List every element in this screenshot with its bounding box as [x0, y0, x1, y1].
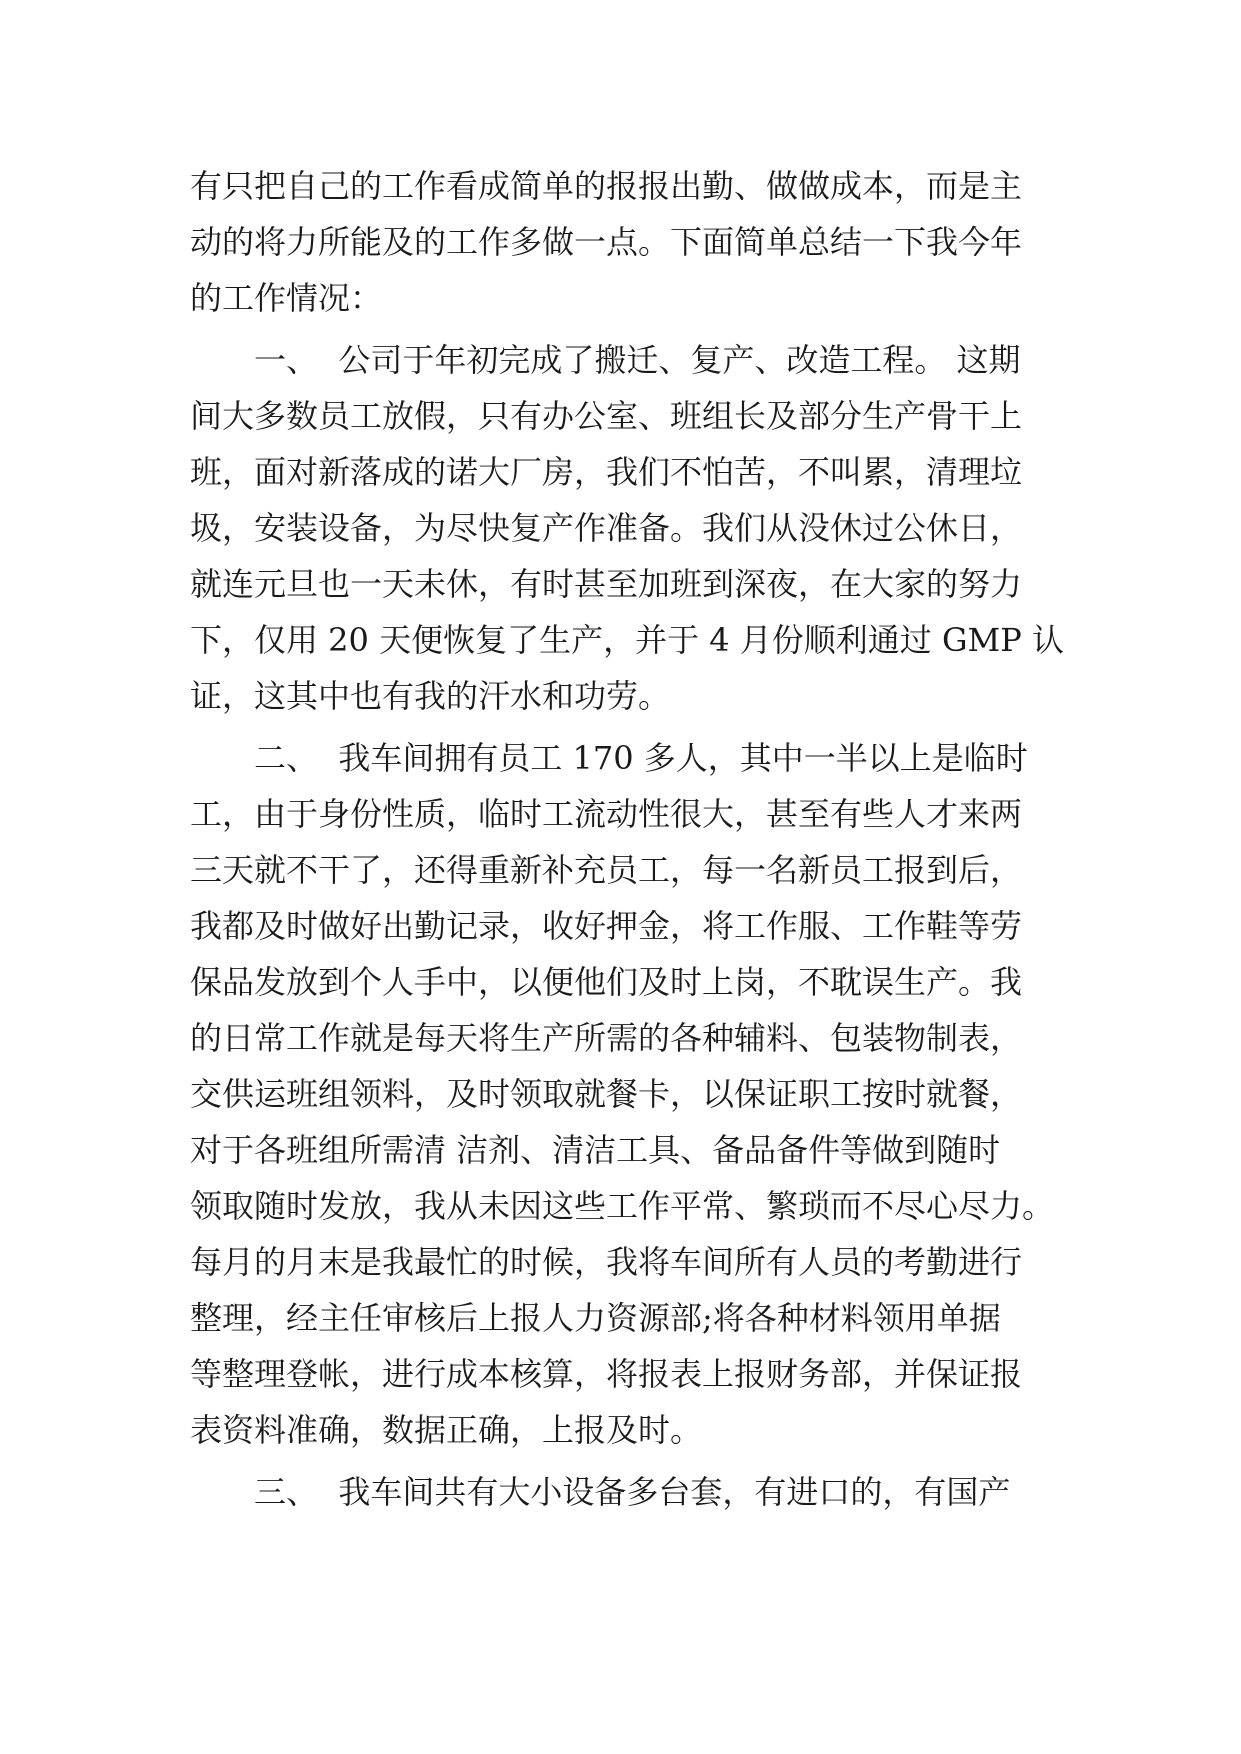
- text-line: 每月的月末是我最忙的时候，我将车间所有人员的考勤进行: [190, 1243, 1023, 1281]
- text-line: 圾，安装设备，为尽快复产作准备。我们从没休过公休日，: [190, 509, 1023, 547]
- text-line: 等整理登帐，进行成本核算，将报表上报财务部，并保证报: [190, 1355, 1023, 1393]
- paragraph-section-1: [190, 332, 1070, 724]
- text-line: 间大多数员工放假，只有办公室、班组长及部分生产骨干上: [190, 397, 1023, 435]
- text-line: 有只把自己的工作看成简单的报报出勤、做做成本，而是主: [190, 167, 1023, 205]
- paragraph-section-2: [190, 730, 1070, 1458]
- text-line: 证，这其中也有我的汗水和功劳。: [190, 677, 671, 715]
- text-line: 就连元旦也一天未休，有时甚至加班到深夜，在大家的努力: [190, 565, 1023, 603]
- text-line: 保品发放到个人手中，以便他们及时上岗，不耽误生产。我: [190, 963, 1023, 1001]
- section-heading-line: 一、 公司于年初完成了搬迁、复产、改造工程。 这期: [254, 341, 1021, 379]
- text-line: 的日常工作就是每天将生产所需的各种辅料、包装物制表，: [190, 1019, 1023, 1057]
- paragraph-section-3: [190, 1464, 1070, 1520]
- text-line: 动的将力所能及的工作多做一点。下面简单总结一下我今年: [190, 223, 1023, 261]
- text-line: 表资料准确，数据正确，上报及时。: [190, 1411, 703, 1449]
- text-line: 整理，经主任审核后上报人力资源部;将各种材料领用单据: [190, 1299, 1001, 1337]
- text-line: 班，面对新落成的诺大厂房，我们不怕苦，不叫累，清理垃: [190, 453, 1023, 491]
- text-line: 我都及时做好出勤记录，收好押金，将工作服、工作鞋等劳: [190, 907, 1023, 945]
- section-heading-line: 二、 我车间拥有员工 170 多人，其中一半以上是临时: [254, 739, 1028, 777]
- text-line: 交供运班组领料，及时领取就餐卡，以保证职工按时就餐，: [190, 1075, 1023, 1113]
- section-heading-line: 三、 我车间共有大小设备多台套，有进口的，有国产: [254, 1473, 1011, 1511]
- text-line: 对于各班组所需清 洁剂、清洁工具、备品备件等做到随时: [190, 1131, 1001, 1169]
- paragraph-intro: [190, 158, 1070, 326]
- document-body: [190, 158, 1070, 1520]
- text-line: 领取随时发放，我从未因这些工作平常、繁琐而不尽心尽力。: [190, 1187, 1055, 1225]
- text-line: 下，仅用 20 天便恢复了生产，并于 4 月份顺利通过 GMP 认: [190, 621, 1064, 659]
- text-line: 的工作情况：: [190, 279, 383, 317]
- text-line: 三天就不干了，还得重新补充员工，每一名新员工报到后，: [190, 851, 1023, 889]
- text-line: 工，由于身份性质，临时工流动性很大，甚至有些人才来两: [190, 795, 1023, 833]
